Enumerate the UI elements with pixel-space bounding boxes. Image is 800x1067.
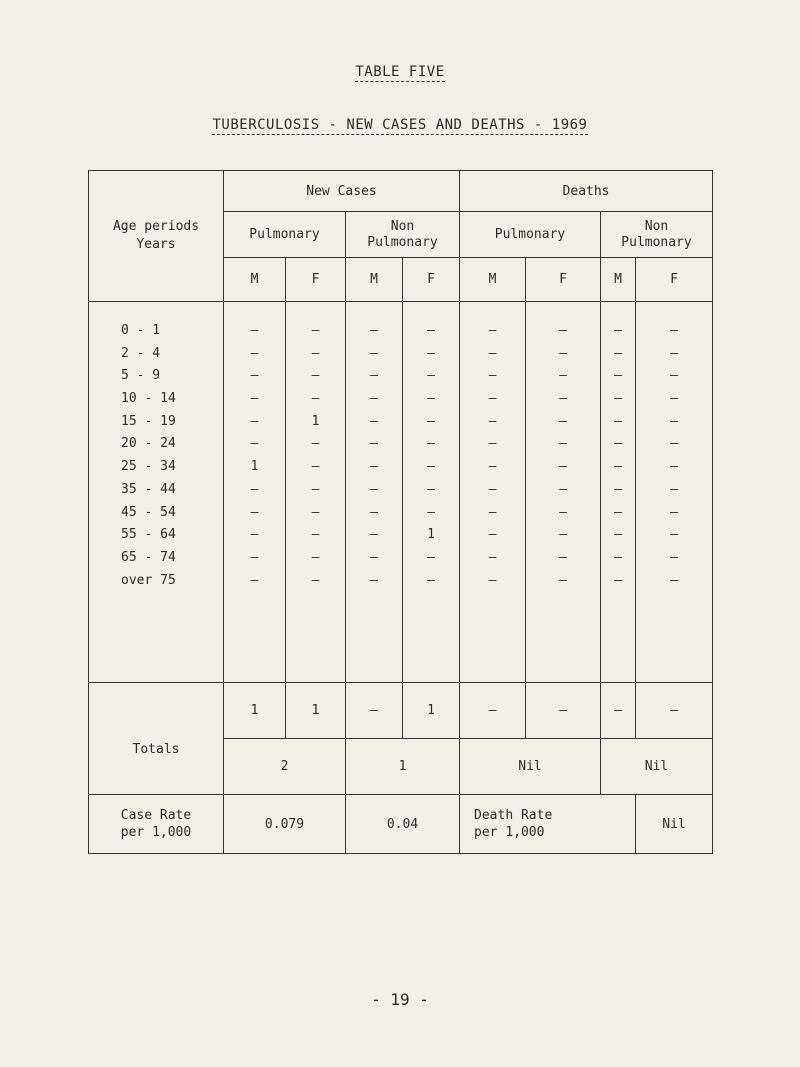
total-cell: 1 xyxy=(403,683,460,739)
value-cell: – xyxy=(488,459,497,475)
value-cell: – xyxy=(488,504,497,520)
value-cell: – xyxy=(670,436,678,452)
value-cell: – xyxy=(614,436,622,452)
value-cell: 1 xyxy=(427,527,435,543)
d-pulmonary-f-column xyxy=(526,302,601,683)
age-period-cell: 45 - 54 xyxy=(121,504,176,520)
value-cell: – xyxy=(250,368,259,384)
sex-header-m: M xyxy=(346,258,403,302)
value-cell: – xyxy=(559,368,567,384)
sex-header-f: F xyxy=(403,258,460,302)
value-cell: – xyxy=(427,413,435,429)
value-cell: – xyxy=(250,413,259,429)
age-periods-header: Age periods Years xyxy=(89,171,224,302)
value-cell: – xyxy=(311,504,320,520)
sex-header-m: M xyxy=(601,258,636,302)
table-title: TABLE FIVE xyxy=(355,64,445,80)
value-cell: – xyxy=(614,323,622,338)
value-cell: – xyxy=(427,481,435,497)
age-period-cell: 2 - 4 xyxy=(121,345,161,361)
value-cell: – xyxy=(559,323,567,338)
value-cell: 1 xyxy=(311,413,320,429)
total-cell: 1 xyxy=(224,683,286,739)
nc-non-pulmonary-m-column xyxy=(346,302,403,683)
value-cell: – xyxy=(488,413,497,429)
value-cell: – xyxy=(427,549,435,565)
value-cell: – xyxy=(488,481,497,497)
total-cell: – xyxy=(526,683,601,739)
total-d-non-pulmonary: Nil xyxy=(601,739,713,795)
value-cell: – xyxy=(614,481,622,497)
new-cases-header: New Cases xyxy=(224,171,460,212)
value-cell: – xyxy=(670,504,678,520)
value-cell: – xyxy=(488,368,497,384)
value-cell: – xyxy=(311,459,320,475)
d-pulmonary-header: Pulmonary xyxy=(460,212,601,258)
value-cell: – xyxy=(559,504,567,520)
value-cell: – xyxy=(614,345,622,361)
value-cell: – xyxy=(614,527,622,543)
value-cell: – xyxy=(670,459,678,475)
value-cell: – xyxy=(614,413,622,429)
nc-non-pulmonary-header: Non Pulmonary xyxy=(346,212,460,258)
value-cell: – xyxy=(670,527,678,543)
d-non-pulmonary-f-column xyxy=(636,302,713,683)
age-period-cell: 0 - 1 xyxy=(121,323,161,338)
age-period-cell: 10 - 14 xyxy=(121,391,176,407)
age-period-cell: 65 - 74 xyxy=(121,549,176,565)
case-rate-label: Case Rate per 1,000 xyxy=(89,795,224,854)
age-period-cell: 55 - 64 xyxy=(121,527,176,543)
nc-pulmonary-m-column xyxy=(224,302,286,683)
value-cell: – xyxy=(370,527,378,543)
tuberculosis-table xyxy=(88,170,713,854)
value-cell: – xyxy=(370,572,378,588)
value-cell: – xyxy=(250,504,259,520)
value-cell: – xyxy=(250,572,259,588)
total-nc-pulmonary: 2 xyxy=(224,739,346,795)
value-cell: – xyxy=(488,345,497,361)
table-subtitle: TUBERCULOSIS - NEW CASES AND DEATHS - 1969 xyxy=(212,117,588,133)
age-period-cell: 15 - 19 xyxy=(121,413,176,429)
d-pulmonary-m-column xyxy=(460,302,526,683)
d-non-pulmonary-m-column xyxy=(601,302,636,683)
age-period-cell: 5 - 9 xyxy=(121,368,161,384)
value-cell: – xyxy=(311,323,320,338)
value-cell: – xyxy=(311,481,320,497)
value-cell: – xyxy=(370,504,378,520)
value-cell: – xyxy=(559,549,567,565)
value-cell: – xyxy=(427,504,435,520)
value-cell: – xyxy=(488,572,497,588)
value-cell: – xyxy=(670,481,678,497)
total-cell: – xyxy=(636,683,713,739)
value-cell: – xyxy=(614,391,622,407)
value-cell: – xyxy=(427,345,435,361)
value-cell: – xyxy=(370,549,378,565)
value-cell: – xyxy=(250,527,259,543)
value-cell: – xyxy=(311,368,320,384)
value-cell: – xyxy=(311,436,320,452)
value-cell: – xyxy=(311,345,320,361)
value-cell: – xyxy=(559,436,567,452)
total-cell: – xyxy=(601,683,636,739)
value-cell: – xyxy=(488,323,497,338)
total-nc-non-pulmonary: 1 xyxy=(346,739,460,795)
value-cell: – xyxy=(250,345,259,361)
age-period-cell: over 75 xyxy=(121,572,176,588)
case-rate-pulmonary: 0.079 xyxy=(224,795,346,854)
total-d-pulmonary: Nil xyxy=(460,739,601,795)
nc-non-pulmonary-f-column xyxy=(403,302,460,683)
value-cell: – xyxy=(311,572,320,588)
value-cell: – xyxy=(670,368,678,384)
sex-header-f: F xyxy=(636,258,713,302)
value-cell: – xyxy=(427,436,435,452)
value-cell: – xyxy=(559,391,567,407)
age-period-cell: 35 - 44 xyxy=(121,481,176,497)
case-rate-non-pulmonary: 0.04 xyxy=(346,795,460,854)
nc-pulmonary-f-column xyxy=(286,302,346,683)
value-cell: – xyxy=(311,391,320,407)
value-cell: – xyxy=(250,323,259,338)
value-cell: – xyxy=(488,391,497,407)
value-cell: – xyxy=(250,481,259,497)
value-cell: – xyxy=(370,368,378,384)
total-cell: – xyxy=(460,683,526,739)
value-cell: – xyxy=(614,368,622,384)
value-cell: – xyxy=(670,345,678,361)
age-column xyxy=(89,302,224,683)
value-cell: – xyxy=(427,368,435,384)
value-cell: – xyxy=(427,459,435,475)
value-cell: – xyxy=(250,436,259,452)
value-cell: – xyxy=(370,345,378,361)
value-cell: – xyxy=(370,481,378,497)
value-cell: – xyxy=(370,413,378,429)
value-cell: – xyxy=(670,413,678,429)
sex-header-m: M xyxy=(460,258,526,302)
value-cell: – xyxy=(488,436,497,452)
value-cell: 1 xyxy=(250,459,259,475)
value-cell: – xyxy=(311,527,320,543)
value-cell: – xyxy=(488,527,497,543)
value-cell: – xyxy=(250,391,259,407)
value-cell: – xyxy=(370,459,378,475)
nc-pulmonary-header: Pulmonary xyxy=(224,212,346,258)
totals-label: Totals xyxy=(89,683,224,795)
total-cell: – xyxy=(346,683,403,739)
value-cell: – xyxy=(614,459,622,475)
sex-header-f: F xyxy=(526,258,601,302)
value-cell: – xyxy=(614,504,622,520)
sex-header-f: F xyxy=(286,258,346,302)
value-cell: – xyxy=(370,436,378,452)
value-cell: – xyxy=(559,572,567,588)
value-cell: – xyxy=(427,323,435,338)
value-cell: – xyxy=(427,572,435,588)
value-cell: – xyxy=(670,323,678,338)
value-cell: – xyxy=(427,391,435,407)
value-cell: – xyxy=(250,549,259,565)
d-non-pulmonary-header: Non Pulmonary xyxy=(601,212,713,258)
sex-header-m: M xyxy=(224,258,286,302)
deaths-header: Deaths xyxy=(460,171,713,212)
value-cell: – xyxy=(559,413,567,429)
value-cell: – xyxy=(370,391,378,407)
value-cell: – xyxy=(559,481,567,497)
death-rate-value: Nil xyxy=(636,795,713,854)
value-cell: – xyxy=(670,391,678,407)
page-number: - 19 - xyxy=(371,990,429,1009)
value-cell: – xyxy=(559,345,567,361)
age-period-cell: 20 - 24 xyxy=(121,436,176,452)
value-cell: – xyxy=(670,572,678,588)
value-cell: – xyxy=(311,549,320,565)
value-cell: – xyxy=(559,527,567,543)
total-cell: 1 xyxy=(286,683,346,739)
value-cell: – xyxy=(614,572,622,588)
death-rate-label: Death Rate per 1,000 xyxy=(460,795,636,854)
age-period-cell: 25 - 34 xyxy=(121,459,176,475)
value-cell: – xyxy=(670,549,678,565)
value-cell: – xyxy=(488,549,497,565)
value-cell: – xyxy=(614,549,622,565)
value-cell: – xyxy=(559,459,567,475)
value-cell: – xyxy=(370,323,378,338)
